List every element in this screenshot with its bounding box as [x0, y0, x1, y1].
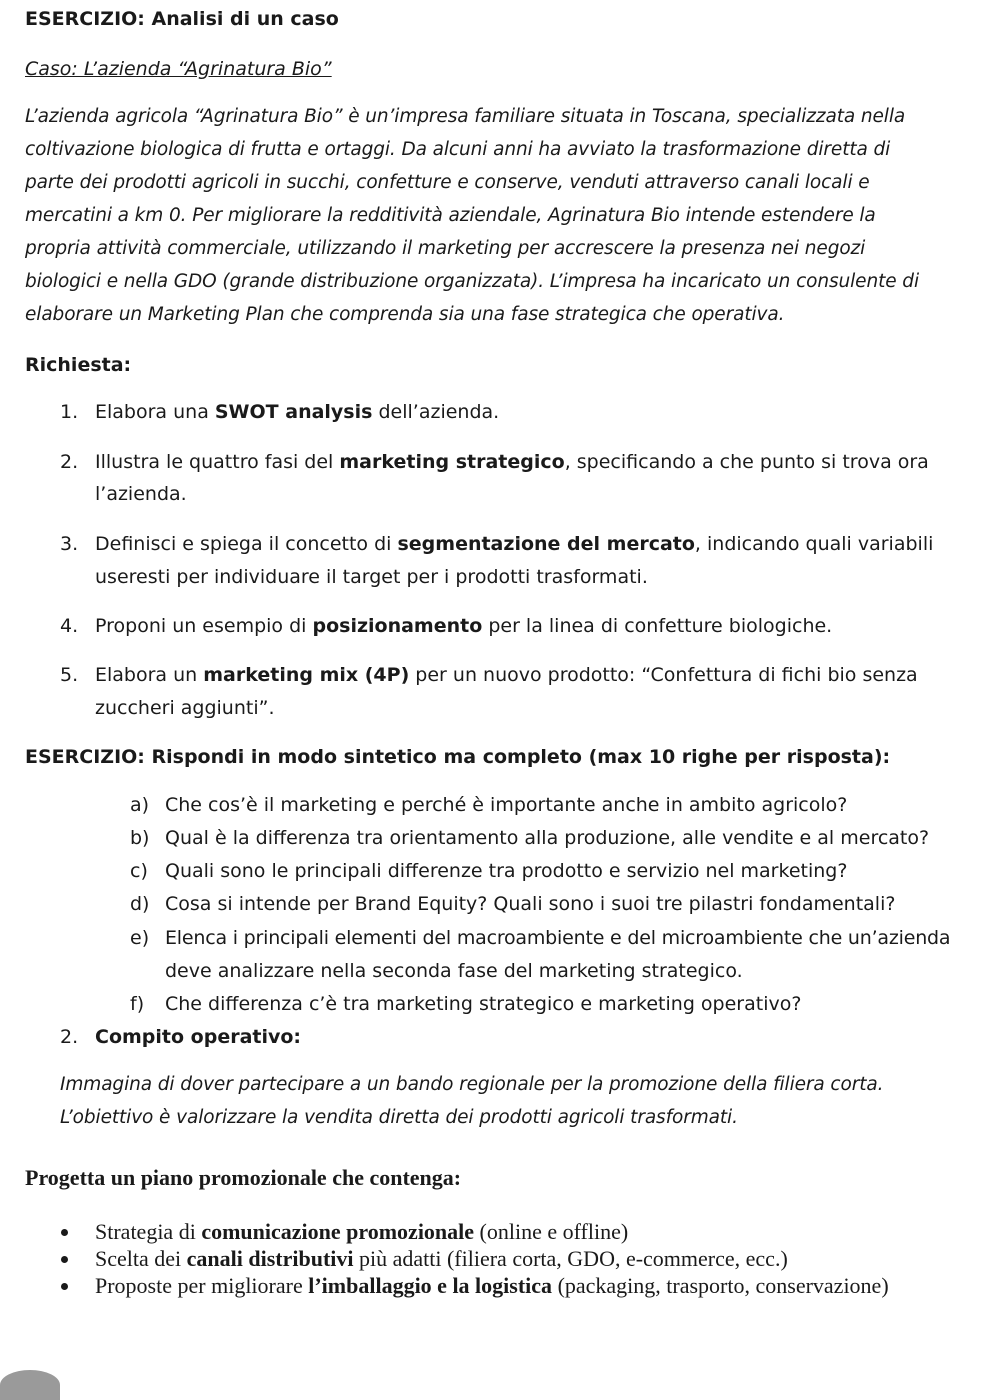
bullet-icon: [61, 1283, 68, 1290]
list-item-continuation: zuccheri aggiunti”.: [95, 697, 275, 719]
list-item: Elabora un marketing mix (4P) per un nuovo prodotto: “Confettura di fichi bio senza: [95, 664, 918, 686]
paragraph-line: biologici e nella GDO (grande distribuzione organizzata). L’impresa ha incaricato un consulente di: [25, 271, 919, 292]
list-item-continuation: useresti per individuare il target per i prodotti trasformati.: [95, 566, 648, 588]
paragraph-line: mercatini a km 0. Per migliorare la redditività aziendale, Agrinatura Bio intende estendere la: [25, 205, 876, 226]
compito-line: Immagina di dover partecipare a un bando regionale per la promozione della filiera corta.: [60, 1074, 884, 1095]
list-number: 5.: [60, 664, 79, 686]
compito-number: 2.: [60, 1026, 79, 1048]
list-item: Proponi un esempio di posizionamento per la linea di confetture biologiche.: [95, 615, 833, 637]
compito-line: L’obiettivo è valorizzare la vendita diretta dei prodotti agricoli trasformati.: [60, 1107, 738, 1128]
piano-heading: Progetta un piano promozionale che contenga:: [25, 1165, 462, 1190]
richiesta-heading: Richiesta:: [25, 354, 132, 376]
list-item: Definisci e spiega il concetto di segmentazione del mercato, indicando quali variabili: [95, 533, 934, 555]
list-item: Illustra le quattro fasi del marketing strategico, specificando a che punto si trova ora: [95, 451, 929, 473]
question-letter: c): [130, 860, 148, 882]
list-number: 1.: [60, 401, 79, 423]
paragraph-line: propria attività commerciale, utilizzando il marketing per accrescere la presenza nei negozi: [25, 238, 866, 259]
question-letter: f): [130, 993, 145, 1015]
question-letter: a): [130, 794, 150, 816]
paragraph-line: elaborare un Marketing Plan che comprenda sia una fase strategica che operativa.: [25, 304, 785, 325]
case-subtitle: Caso: L’azienda “Agrinatura Bio”: [25, 58, 332, 80]
question-text: Elenca i principali elementi del macroambiente e del microambiente che un’azienda: [165, 927, 951, 949]
esercizio-heading: ESERCIZIO: Rispondi in modo sintetico ma completo (max 10 righe per risposta):: [25, 746, 891, 768]
question-letter: d): [130, 893, 150, 915]
question-letter: b): [130, 827, 150, 849]
question-letter: e): [130, 927, 150, 949]
list-item: Elabora una SWOT analysis dell’azienda.: [95, 401, 500, 423]
list-item-continuation: l’azienda.: [95, 483, 187, 505]
bullet-item: Scelta dei canali distributivi più adatti (filiera corta, GDO, e-commerce, ecc.): [95, 1246, 788, 1271]
page-title: ESERCIZIO: Analisi di un caso: [25, 8, 339, 30]
list-number: 4.: [60, 615, 79, 637]
bullet-item: Strategia di comunicazione promozionale (online e offline): [95, 1219, 629, 1244]
list-number: 3.: [60, 533, 79, 555]
paragraph-line: parte dei prodotti agricoli in succhi, confetture e conserve, venduti attraverso canali locali e: [25, 172, 870, 193]
bullet-icon: [61, 1256, 68, 1263]
question-text: Cosa si intende per Brand Equity? Quali sono i suoi tre pilastri fondamentali?: [165, 893, 896, 915]
bullet-item: Proposte per migliorare l’imballaggio e la logistica (packaging, trasporto, conservazione): [95, 1273, 889, 1298]
paragraph-line: L’azienda agricola “Agrinatura Bio” è un’impresa familiare situata in Toscana, specializzata nella: [25, 106, 906, 127]
compito-heading: Compito operativo:: [95, 1026, 302, 1048]
question-text: Qual è la differenza tra orientamento alla produzione, alle vendite e al mercato?: [165, 827, 930, 849]
question-text: Che differenza c’è tra marketing strategico e marketing operativo?: [165, 993, 802, 1015]
paragraph-line: coltivazione biologica di frutta e ortaggi. Da alcuni anni ha avviato la trasformazione diretta di: [25, 139, 891, 160]
question-text: Che cos’è il marketing e perché è importante anche in ambito agricolo?: [165, 794, 848, 816]
question-text: Quali sono le principali differenze tra prodotto e servizio nel marketing?: [165, 860, 848, 882]
question-continuation: deve analizzare nella seconda fase del marketing strategico.: [165, 960, 743, 982]
corner-shape: [0, 1370, 60, 1400]
list-number: 2.: [60, 451, 79, 473]
bullet-icon: [61, 1229, 68, 1236]
